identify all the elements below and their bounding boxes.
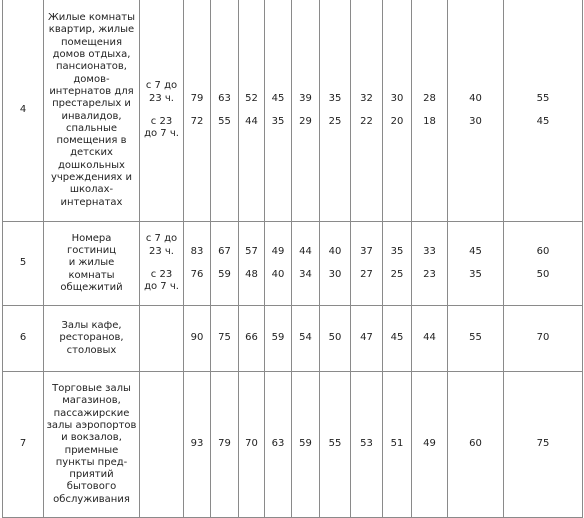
room-description-line: учреждениях и bbox=[50, 171, 133, 183]
value-cell bbox=[320, 0, 351, 222]
value: 50 bbox=[536, 269, 550, 280]
value: 70 bbox=[536, 332, 550, 344]
line-gap bbox=[186, 105, 208, 116]
room-description-line: ресторанов, bbox=[59, 332, 124, 344]
value-cell bbox=[239, 0, 265, 222]
room-description-line: пассажирские bbox=[53, 407, 130, 419]
value: 49 bbox=[423, 438, 436, 450]
value: 49 bbox=[271, 245, 285, 257]
value: 35 bbox=[328, 92, 342, 104]
value: 76 bbox=[190, 269, 204, 280]
line-gap bbox=[322, 258, 348, 269]
value: 59 bbox=[271, 332, 285, 344]
value-cell bbox=[448, 222, 504, 306]
value: 44 bbox=[423, 332, 436, 344]
line-gap bbox=[186, 258, 208, 269]
value: 33 bbox=[423, 245, 436, 257]
room-description-line: престарелых и bbox=[52, 98, 131, 110]
table-row bbox=[3, 372, 583, 518]
value-cell bbox=[504, 222, 583, 306]
time-period-line: с 23 bbox=[150, 116, 173, 127]
room-description bbox=[44, 222, 140, 306]
room-description-line: комнаты bbox=[68, 269, 115, 281]
value: 53 bbox=[360, 438, 373, 450]
room-description-line: обслуживания bbox=[53, 493, 130, 505]
room-description-line: домов- bbox=[73, 73, 110, 85]
room-description-line: приемные bbox=[64, 444, 119, 456]
line-gap bbox=[294, 105, 317, 116]
value: 55 bbox=[218, 116, 231, 127]
room-description-line: пансионатов, bbox=[55, 61, 127, 73]
room-description-line: столовых bbox=[66, 344, 117, 356]
value: 32 bbox=[360, 92, 373, 104]
line-gap bbox=[414, 258, 445, 269]
room-description bbox=[44, 372, 140, 518]
row-number: 5 bbox=[3, 222, 44, 306]
line-gap bbox=[385, 105, 409, 116]
line-gap bbox=[385, 258, 409, 269]
value: 35 bbox=[390, 245, 404, 257]
value-cell bbox=[265, 0, 292, 222]
value: 59 bbox=[218, 269, 231, 280]
time-period bbox=[140, 222, 184, 306]
value: 79 bbox=[218, 438, 231, 450]
value: 34 bbox=[299, 269, 312, 280]
line-gap bbox=[142, 105, 181, 116]
room-description-line: и вокзалов, bbox=[61, 432, 122, 444]
line-gap bbox=[506, 258, 580, 269]
room-description-line: домов отдыха, bbox=[52, 49, 131, 61]
value: 57 bbox=[245, 245, 258, 257]
line-gap bbox=[267, 105, 289, 116]
room-description-line: инвалидов, bbox=[61, 110, 122, 122]
value-cell bbox=[320, 306, 351, 372]
value: 44 bbox=[245, 116, 258, 127]
room-description-line: Жилые комнаты bbox=[48, 12, 135, 24]
value: 93 bbox=[190, 438, 204, 450]
value-cell bbox=[292, 222, 320, 306]
noise-norms-table bbox=[2, 0, 583, 518]
value: 25 bbox=[390, 269, 404, 280]
value-cell bbox=[184, 306, 211, 372]
room-description-line: помещения bbox=[61, 36, 122, 48]
value-cell bbox=[383, 222, 412, 306]
value: 90 bbox=[190, 332, 204, 344]
value-cell bbox=[211, 372, 239, 518]
value-cell bbox=[265, 372, 292, 518]
value: 45 bbox=[536, 116, 550, 127]
line-gap bbox=[241, 258, 262, 269]
value: 45 bbox=[271, 92, 285, 104]
value: 30 bbox=[328, 269, 342, 280]
room-description-line: общежитий bbox=[60, 281, 123, 293]
line-gap bbox=[241, 105, 262, 116]
value: 54 bbox=[299, 332, 312, 344]
room-description-line: квартир, жилые bbox=[48, 24, 135, 36]
value: 45 bbox=[469, 245, 482, 257]
room-description-line: дошкольных bbox=[58, 159, 125, 171]
value: 27 bbox=[360, 269, 373, 280]
line-gap bbox=[450, 258, 501, 269]
room-description-line: и жилые bbox=[68, 257, 115, 269]
time-period bbox=[140, 372, 184, 518]
value-cell bbox=[412, 372, 448, 518]
value-cell bbox=[504, 0, 583, 222]
value-cell bbox=[351, 222, 383, 306]
time-period-line: с 23 bbox=[150, 269, 173, 280]
value: 40 bbox=[328, 245, 342, 257]
value-cell bbox=[292, 0, 320, 222]
value: 60 bbox=[536, 245, 550, 257]
table-row bbox=[3, 222, 583, 306]
value-cell bbox=[211, 222, 239, 306]
value-cell bbox=[239, 222, 265, 306]
value: 67 bbox=[218, 245, 231, 257]
value-cell bbox=[412, 222, 448, 306]
value: 55 bbox=[328, 438, 342, 450]
value-cell bbox=[412, 306, 448, 372]
value: 40 bbox=[469, 92, 482, 104]
value: 55 bbox=[536, 92, 550, 104]
room-description-line: залы аэропортов bbox=[46, 419, 137, 431]
value: 75 bbox=[218, 332, 231, 344]
time-period-line: с 7 до bbox=[145, 233, 178, 245]
time-period-line: 23 ч. bbox=[149, 92, 174, 104]
line-gap bbox=[213, 105, 236, 116]
time-period bbox=[140, 306, 184, 372]
value-cell bbox=[504, 306, 583, 372]
value: 35 bbox=[469, 269, 482, 280]
value: 52 bbox=[245, 92, 258, 104]
value-cell bbox=[265, 306, 292, 372]
room-description-line: пункты пред- bbox=[55, 456, 128, 468]
value-cell bbox=[320, 372, 351, 518]
value: 79 bbox=[190, 92, 204, 104]
row-number: 6 bbox=[3, 306, 44, 372]
value-cell bbox=[412, 0, 448, 222]
line-gap bbox=[506, 105, 580, 116]
value-cell bbox=[184, 222, 211, 306]
room-description-line: школах- bbox=[69, 184, 114, 196]
value-cell bbox=[448, 372, 504, 518]
room-description-line: Торговые залы bbox=[52, 383, 131, 395]
room-description-line: детских bbox=[70, 147, 113, 159]
value: 66 bbox=[245, 332, 258, 344]
room-description-line: бытового bbox=[66, 481, 117, 493]
line-gap bbox=[322, 105, 348, 116]
value: 55 bbox=[469, 332, 482, 344]
room-description bbox=[44, 0, 140, 222]
value-cell bbox=[239, 306, 265, 372]
value: 22 bbox=[360, 116, 373, 127]
value: 63 bbox=[271, 438, 285, 450]
value: 59 bbox=[299, 438, 312, 450]
value: 25 bbox=[328, 116, 342, 127]
value: 48 bbox=[245, 269, 258, 280]
value: 23 bbox=[423, 269, 436, 280]
value-cell bbox=[383, 306, 412, 372]
line-gap bbox=[213, 258, 236, 269]
value-cell bbox=[320, 222, 351, 306]
value-cell bbox=[292, 372, 320, 518]
line-gap bbox=[142, 258, 181, 269]
value: 63 bbox=[218, 92, 231, 104]
line-gap bbox=[294, 258, 317, 269]
room-description-line: Номера гостиниц bbox=[66, 232, 117, 257]
room-description-line: приятий bbox=[69, 469, 114, 481]
time-period-line: с 7 до bbox=[145, 80, 178, 92]
room-description-line: интернатов для bbox=[49, 85, 134, 97]
value-cell bbox=[351, 0, 383, 222]
room-description-line: помещения в bbox=[56, 135, 127, 147]
value-cell bbox=[184, 0, 211, 222]
value-cell bbox=[504, 372, 583, 518]
value: 60 bbox=[469, 438, 482, 450]
line-gap bbox=[450, 105, 501, 116]
row-number: 7 bbox=[3, 372, 44, 518]
line-gap bbox=[353, 258, 380, 269]
value-cell bbox=[211, 0, 239, 222]
value: 35 bbox=[271, 116, 285, 127]
value: 47 bbox=[360, 332, 373, 344]
time-period bbox=[140, 0, 184, 222]
value: 40 bbox=[271, 269, 285, 280]
time-period-line: 23 ч. bbox=[149, 245, 174, 257]
value: 30 bbox=[469, 116, 482, 127]
value: 20 bbox=[390, 116, 404, 127]
value: 28 bbox=[423, 92, 436, 104]
room-description-line: спальные bbox=[65, 122, 118, 134]
value: 18 bbox=[423, 116, 436, 127]
table-body bbox=[3, 0, 583, 518]
value: 44 bbox=[299, 245, 312, 257]
time-period-line: до 7 ч. bbox=[144, 128, 179, 140]
value-cell bbox=[239, 372, 265, 518]
value-cell bbox=[351, 306, 383, 372]
line-gap bbox=[414, 105, 445, 116]
value-cell bbox=[211, 306, 239, 372]
table-row bbox=[3, 306, 583, 372]
value: 72 bbox=[190, 116, 204, 127]
time-period-line: до 7 ч. bbox=[144, 281, 179, 293]
table-row bbox=[3, 0, 583, 222]
value-cell bbox=[184, 372, 211, 518]
value: 83 bbox=[190, 245, 204, 257]
value: 45 bbox=[390, 332, 404, 344]
value: 75 bbox=[536, 438, 550, 450]
line-gap bbox=[353, 105, 380, 116]
room-description-line: магазинов, bbox=[62, 395, 121, 407]
value: 50 bbox=[328, 332, 342, 344]
line-gap bbox=[267, 258, 289, 269]
room-description-line: Залы кафе, bbox=[61, 320, 122, 332]
value: 51 bbox=[390, 438, 404, 450]
value: 29 bbox=[299, 116, 312, 127]
value: 37 bbox=[360, 245, 373, 257]
value-cell bbox=[265, 222, 292, 306]
room-description bbox=[44, 306, 140, 372]
value-cell bbox=[351, 372, 383, 518]
value-cell bbox=[448, 306, 504, 372]
value: 39 bbox=[299, 92, 312, 104]
value-cell bbox=[383, 372, 412, 518]
room-description-line: интернатах bbox=[60, 196, 123, 208]
value-cell bbox=[448, 0, 504, 222]
value-cell bbox=[292, 306, 320, 372]
row-number: 4 bbox=[3, 0, 44, 222]
value: 30 bbox=[390, 92, 404, 104]
value: 70 bbox=[245, 438, 258, 450]
value-cell bbox=[383, 0, 412, 222]
